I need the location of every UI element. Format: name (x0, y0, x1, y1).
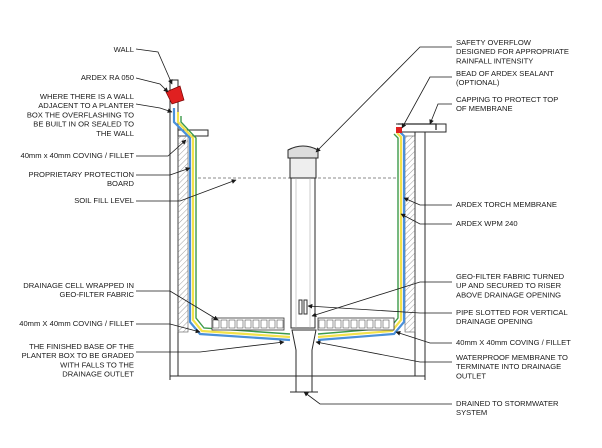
callout-left-label-line: WHERE THERE IS A WALL (39, 92, 134, 101)
drainage-cell-module (335, 320, 341, 328)
drainage-cell-module (237, 320, 243, 328)
callout-left-label-line: ARDEX RA 050 (80, 73, 134, 82)
callout-right-label-line: ARDEX TORCH MEMBRANE (456, 200, 557, 209)
drainage-cell-module (327, 320, 333, 328)
callout-right-label-line: TERMINATE INTO DRAINAGE (456, 362, 562, 372)
callout-right-label-line: CAPPING TO PROTECT TOP (456, 95, 559, 104)
callout-left-label-line: DRAINAGE CELL WRAPPED IN (23, 281, 134, 290)
drainage-cell-left (212, 318, 284, 330)
callout-left-label (19, 319, 134, 328)
callout-right-label-line: DRAINAGE OPENING (456, 317, 533, 327)
callout-right-label-line: DESIGNED FOR APPROPRIATE (456, 47, 569, 57)
callout-left-label-line: SOIL FILL LEVEL (74, 196, 134, 205)
ardex-sealant-bead (396, 127, 402, 133)
drainage-cell-module (261, 320, 267, 328)
callout-left-label-line: THE FINISHED BASE OF THE (29, 342, 134, 351)
callout-left-label (81, 73, 134, 82)
drainage-cell-module (277, 320, 283, 328)
callout-right-label-line: ARDEX WPM 240 (456, 219, 518, 228)
membrane-right (318, 132, 404, 340)
callout-left-label-line: DRAINAGE OUTLET (62, 369, 134, 379)
callout-right-label (456, 200, 557, 209)
callout-right-label (456, 338, 571, 347)
drainage-cell-module (253, 320, 259, 328)
callout-left-label (74, 196, 134, 205)
callout-left-label (22, 342, 135, 379)
ardex-ra050-flashing (166, 86, 184, 104)
leaders-left (136, 49, 284, 352)
callout-right-label (456, 219, 518, 228)
callout-left-label-line: GEO-FILTER FABRIC (59, 290, 134, 300)
drainage-cell-module (359, 320, 365, 328)
callout-right-label (456, 308, 568, 326)
drainage-cell-module (343, 320, 349, 328)
callout-right-label-line: DRAINED TO STORMWATER (456, 399, 559, 408)
callout-right-label-line: ABOVE DRAINAGE OPENING (456, 290, 562, 300)
drainage-cell-module (269, 320, 275, 328)
callout-right-label (456, 69, 554, 87)
drainage-cell-module (319, 320, 325, 328)
callout-left-label-line: BOARD (106, 179, 134, 189)
labels-left (19, 45, 134, 379)
callout-right-label-line: SAFETY OVERFLOW (456, 38, 531, 47)
callout-left-label-line: WALL (113, 45, 134, 54)
callout-right-label-line: WATERPROOF MEMBRANE TO (456, 353, 568, 362)
callout-right-label (456, 38, 569, 65)
drainage-cell-module (383, 320, 389, 328)
callout-left-label (20, 151, 134, 160)
left-hatch (178, 136, 188, 332)
membrane-left (174, 108, 290, 340)
callout-left-label-line: BE BUILT IN OR SEALED TO (33, 119, 134, 129)
callout-left-label-line: WITH FALLS TO THE (60, 360, 134, 370)
callout-right-label-line: UP AND SECURED TO RISER (456, 281, 562, 291)
callout-right-label-line: (OPTIONAL) (456, 78, 500, 88)
drainage-cell-module (245, 320, 251, 328)
callout-right-label (456, 353, 568, 380)
right-hatch (405, 136, 415, 332)
drainage-cell-right (318, 318, 394, 330)
callout-left-label-line: ADJACENT TO A PLANTER (38, 101, 134, 111)
callout-left-label (27, 92, 135, 138)
callout-right-label-line: OUTLET (456, 371, 486, 381)
drainage-cell-module (367, 320, 373, 328)
drainage-cell-module (221, 320, 227, 328)
callout-left-label-line: PROPRIETARY PROTECTION (28, 170, 134, 179)
callout-left-label-line: 40mm X 40mm COVING / FILLET (19, 319, 134, 328)
drainage-cell-module (229, 320, 235, 328)
callout-right-label-line: OF MEMBRANE (456, 104, 513, 114)
labels-right (456, 38, 571, 417)
callout-right-label-line: 40mm X 40mm COVING / FILLET (456, 338, 571, 347)
drainage-cell-module (351, 320, 357, 328)
callout-left-label-line: PLANTER BOX TO BE GRADED (21, 351, 134, 361)
callout-right-label (456, 95, 558, 113)
leaders-right (304, 47, 452, 404)
callout-right-label-line: RAINFALL INTENSITY (456, 56, 534, 66)
callout-left-label-line: THE WALL (96, 128, 134, 138)
callout-right-label-line: PIPE SLOTTED FOR VERTICAL (456, 308, 568, 317)
callout-left-label-line: BOX THE OVERFLASHING TO (26, 110, 134, 120)
callout-right-label-line: SYSTEM (456, 408, 488, 418)
callout-left-label (114, 45, 134, 54)
callout-left-label-line: 40mm x 40mm COVING / FILLET (20, 151, 134, 160)
callout-right-label (456, 399, 559, 417)
callout-right-label-line: BEAD OF ARDEX SEALANT (456, 69, 554, 78)
callout-right-label-line: GEO-FILTER FABRIC TURNED (456, 272, 565, 281)
drainage-cell-module (213, 320, 219, 328)
callout-left-label (23, 281, 134, 299)
overflow-riser-pipe (288, 146, 318, 392)
drainage-cell-module (375, 320, 381, 328)
callout-right-label (456, 272, 565, 299)
callout-left-label (29, 170, 135, 188)
